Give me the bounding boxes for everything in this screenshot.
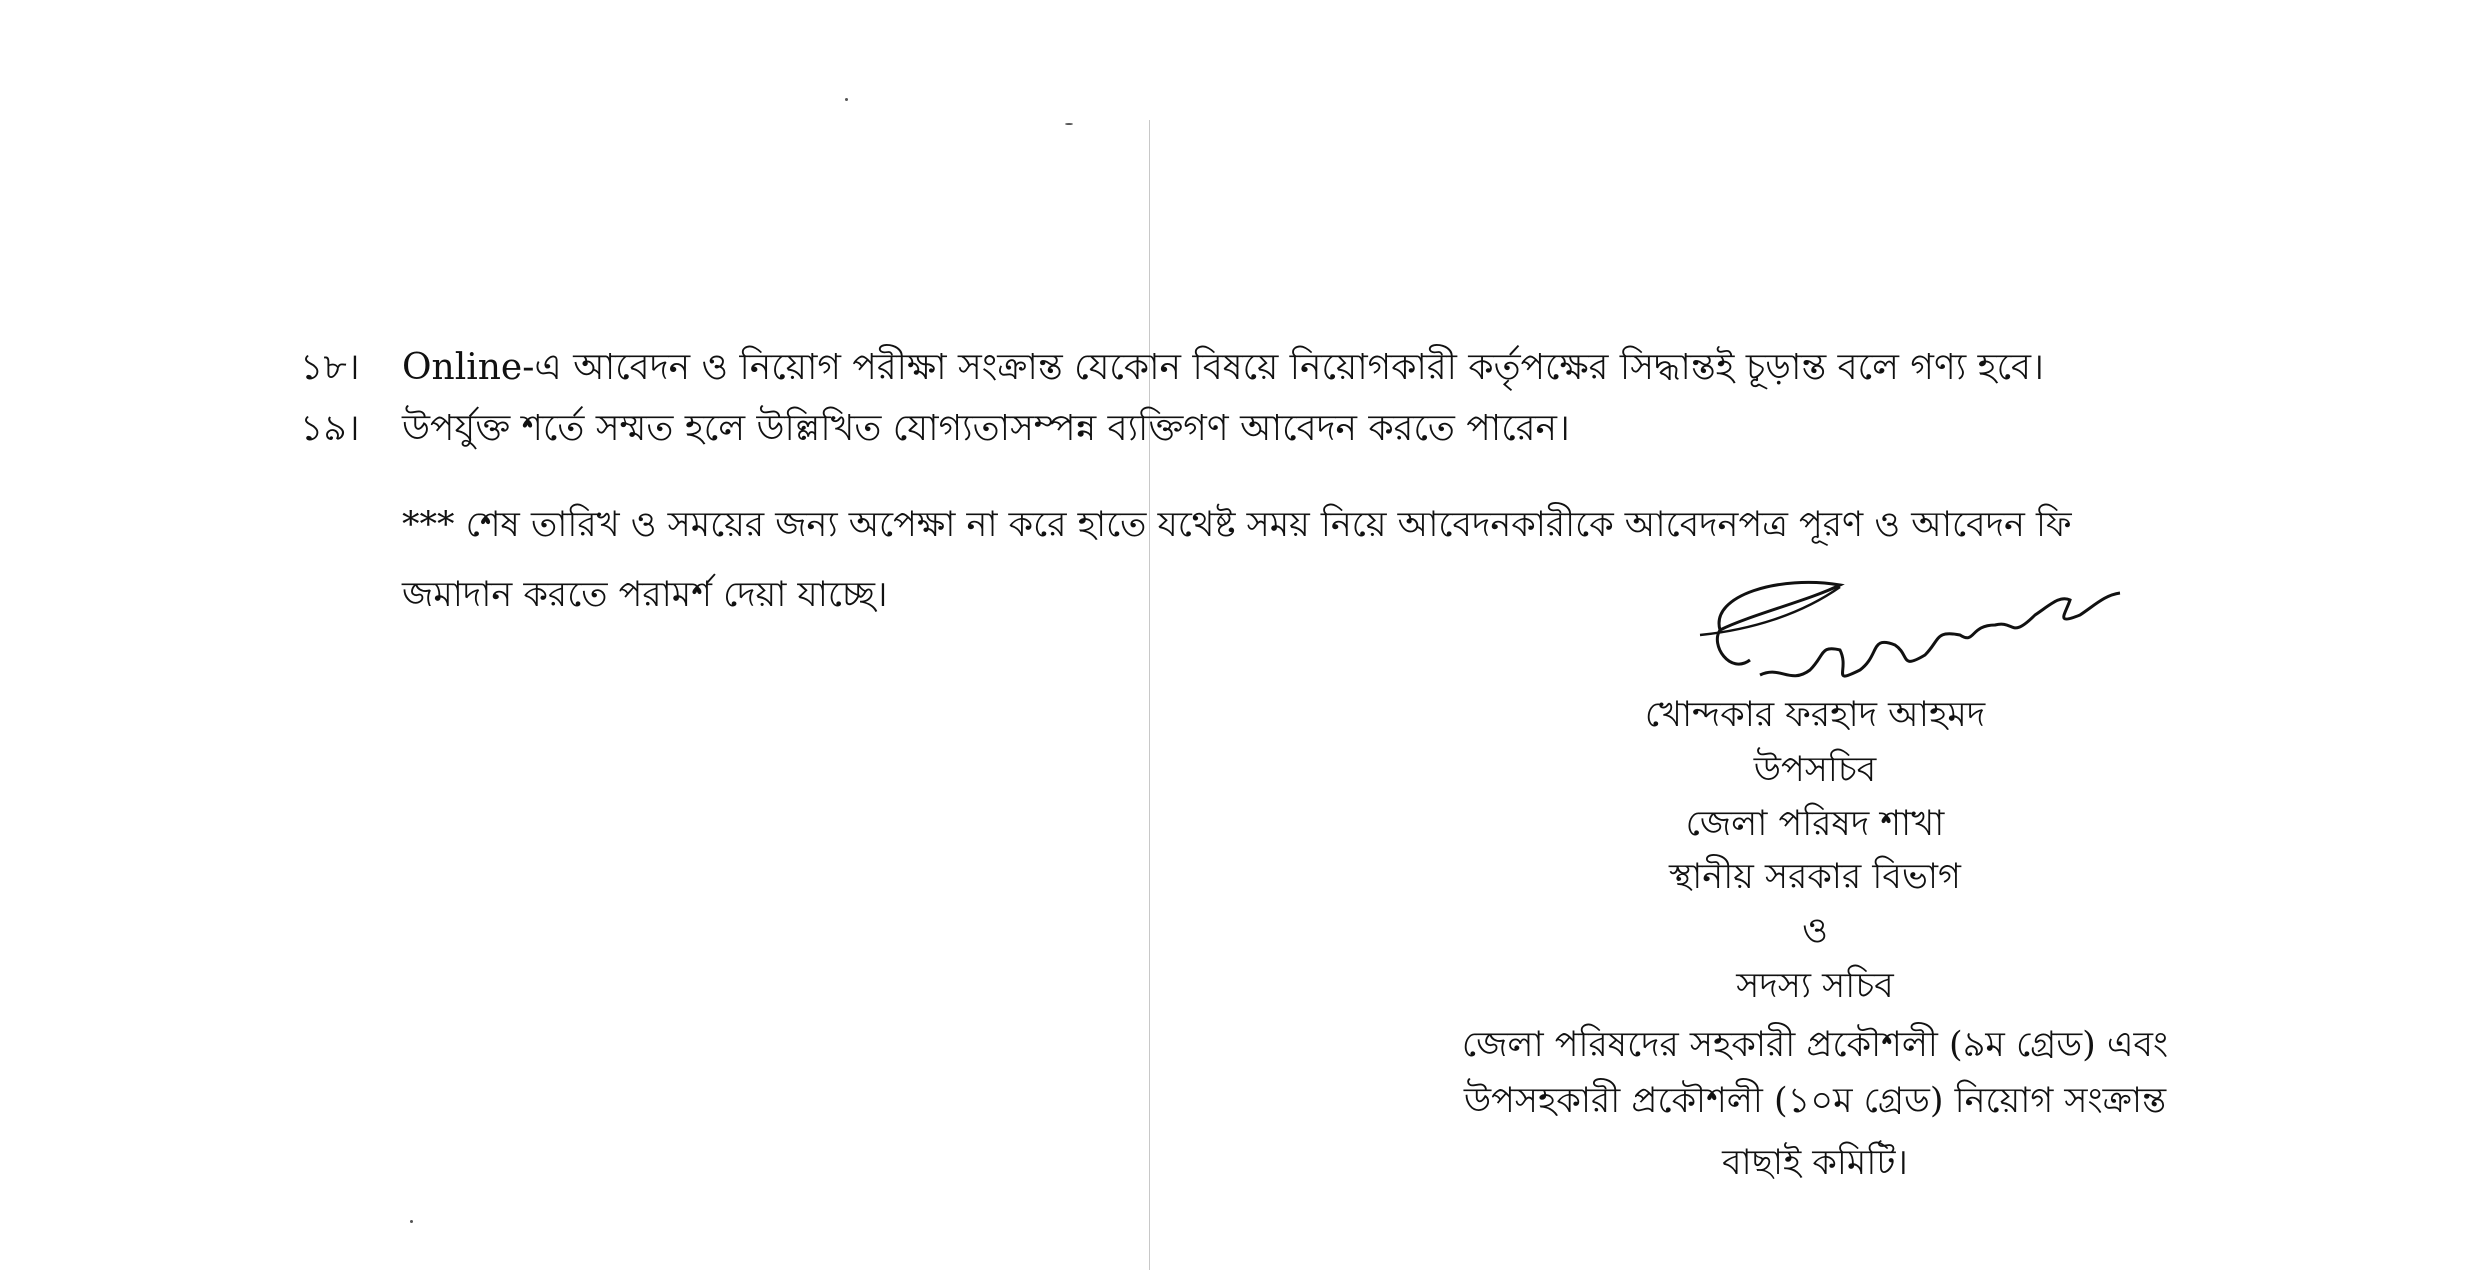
signatory-name: খোন্দকার ফরহাদ আহমদ [1644,695,1986,735]
item-text-18: Online-এ আবেদন ও নিয়োগ পরীক্ষা সংক্রান্ত যেকোন বিষয়ে নিয়োগকারী কর্তৃপক্ষের সিদ্ধান্তই চূড়ান্ত বলে গণ্য হবে। [402,347,2044,388]
signature [1690,575,2130,700]
signatory-conjunction: ও [1802,911,1828,951]
item-number-19: ১৯। [300,408,360,449]
page-fold-line [1149,120,1150,1270]
note-line-1: *** শেষ তারিখ ও সময়ের জন্য অপেক্ষা না করে হাতে যথেষ্ট সময় নিয়ে আবেদনকারীকে আবেদনপত্র পূরণ ও আবেদন ফি [402,505,2072,545]
signatory-division: স্থানীয় সরকার বিভাগ [1668,857,1961,897]
item-text-19: উপর্যুক্ত শর্তে সম্মত হলে উল্লিখিত যোগ্যতাসম্পন্ন ব্যক্তিগণ আবেদন করতে পারেন। [402,408,1570,449]
signatory-designation: উপসচিব [1753,750,1877,790]
scan-speck [1065,123,1073,125]
scan-speck [845,98,848,101]
signatory-role: সদস্য সচিব [1736,966,1894,1006]
committee-line-3: বাছাই কমিটি। [1722,1143,1908,1183]
signatory-branch: জেলা পরিষদ শাখা [1685,804,1945,844]
committee-line-2: উপসহকারী প্রকৌশলী (১০ম গ্রেড) নিয়োগ সংক্রান্ত [1463,1081,2167,1121]
item-number-18: ১৮। [300,347,360,388]
note-line-2: জমাদান করতে পরামর্শ দেয়া যাচ্ছে। [402,575,888,615]
scan-speck [410,1220,413,1223]
committee-line-1: জেলা পরিষদের সহকারী প্রকৌশলী (৯ম গ্রেড) এবং [1461,1025,2169,1065]
